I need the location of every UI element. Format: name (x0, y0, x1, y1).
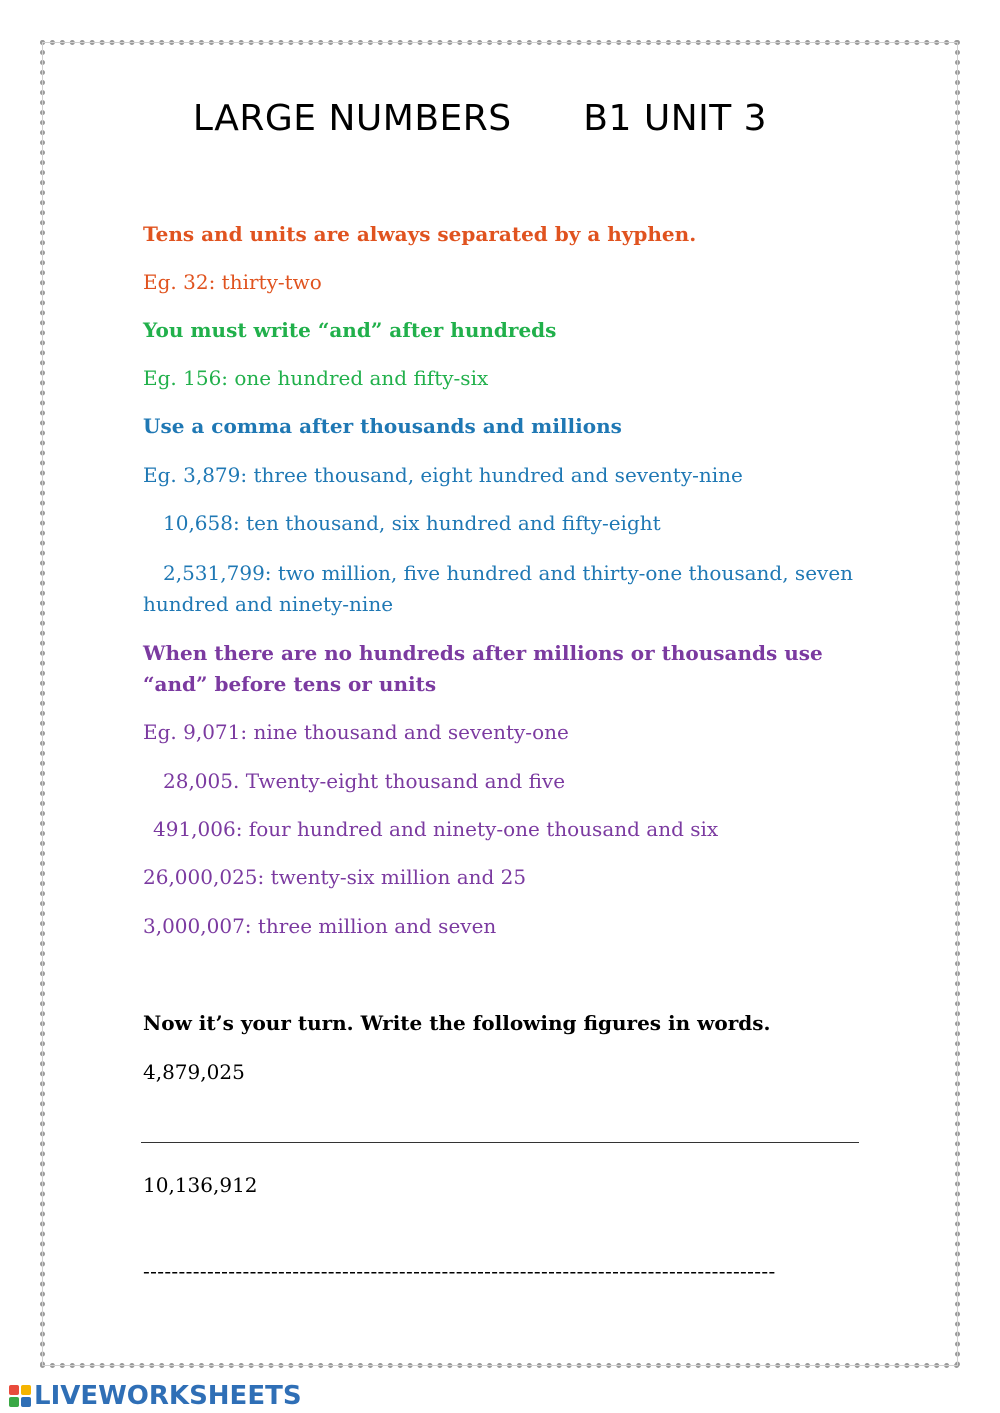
and-rule: You must write “and” after hundreds (143, 318, 557, 342)
no-hundreds-example: 26,000,025: twenty-six million and 25 (143, 865, 527, 889)
no-hundreds-rule: When there are no hundreds after millions or thousands use (143, 641, 823, 665)
comma-example-continued: hundred and ninety-nine (143, 592, 394, 616)
exercise-instruction: Now it’s your turn. Write the following figures in words. (143, 1011, 771, 1035)
comma-rule: Use a comma after thousands and millions (143, 414, 622, 438)
logo-text: LIVEWORKSHEETS (34, 1381, 302, 1411)
exercise-item: 4,879,025 (143, 1060, 245, 1084)
no-hundreds-example: 491,006: four hundred and ninety-one thousand and six (153, 817, 719, 841)
comma-example: Eg. 3,879: three thousand, eight hundred and seventy-nine (143, 463, 743, 487)
comma-example: 10,658: ten thousand, six hundred and fifty-eight (163, 511, 661, 535)
hyphen-rule: Tens and units are always separated by a hyphen. (143, 222, 697, 246)
answer-field-2[interactable]: ----------------------------------------------------------------------------------------- (143, 1259, 776, 1283)
no-hundreds-example: Eg. 9,071: nine thousand and seventy-one (143, 720, 569, 744)
page-title: LARGE NUMBERS B1 UNIT 3 (192, 98, 768, 139)
no-hundreds-example: 28,005. Twenty-eight thousand and five (163, 769, 566, 793)
comma-example: 2,531,799: two million, five hundred and thirty-one thousand, seven (163, 561, 854, 585)
logo-blocks-icon (8, 1384, 32, 1408)
liveworksheets-logo (8, 1381, 302, 1411)
no-hundreds-example: 3,000,007: three million and seven (143, 914, 497, 938)
hyphen-example: Eg. 32: thirty-two (143, 270, 322, 294)
and-example: Eg. 156: one hundred and fifty-six (143, 366, 489, 390)
no-hundreds-rule-continued: “and” before tens or units (143, 672, 437, 696)
exercise-item: 10,136,912 (143, 1173, 258, 1197)
answer-field-1[interactable] (141, 1142, 859, 1143)
